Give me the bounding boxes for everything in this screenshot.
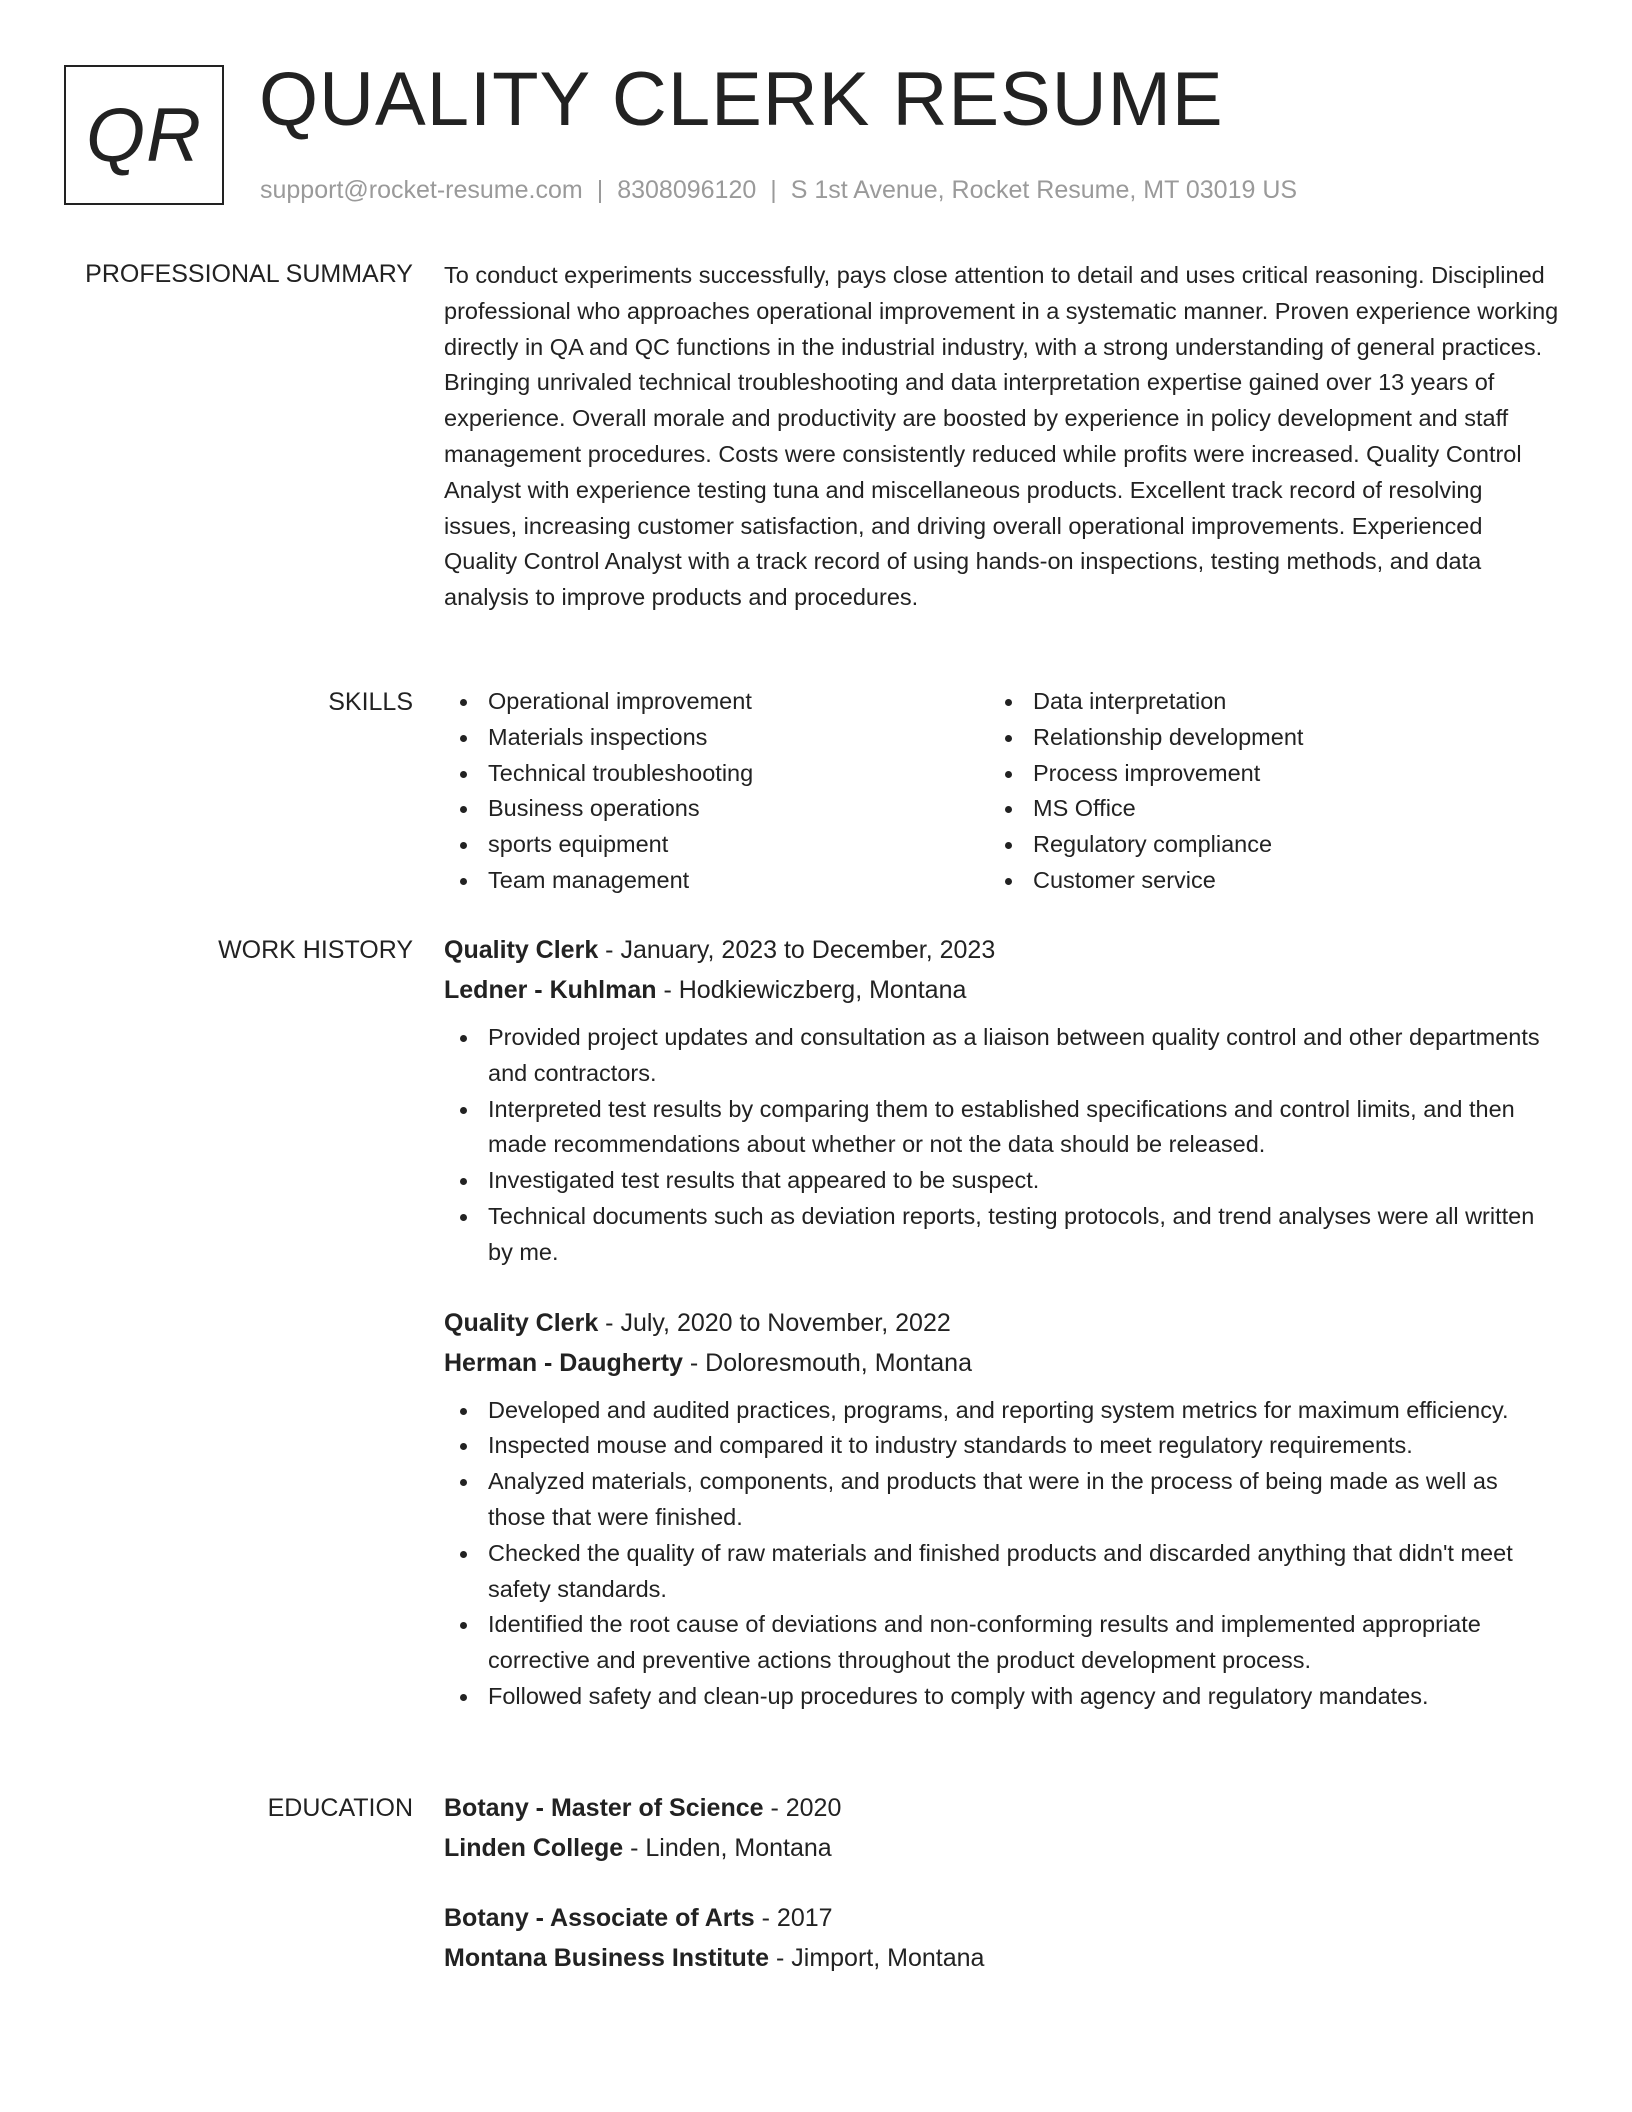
job-dates: - January, 2023 to December, 2023	[598, 936, 996, 964]
skill-item: Relationship development	[989, 720, 1534, 756]
summary-body	[444, 258, 1559, 616]
education-body	[444, 1788, 1559, 1978]
skill-item: Customer service	[989, 863, 1534, 899]
job-bullet: Followed safety and clean-up procedures to comply with agency and regulatory mandates.	[444, 1679, 1559, 1715]
page-title: QUALITY CLERK RESUME	[259, 57, 1224, 142]
education-degree: Botany - Associate of Arts	[444, 1904, 755, 1932]
section-label-summary: PROFESSIONAL SUMMARY	[85, 260, 413, 288]
monogram-logo: QR	[64, 65, 224, 205]
job-bullet: Technical documents such as deviation reports, testing protocols, and trend analyses were all written by me.	[444, 1199, 1559, 1271]
contact-line	[260, 174, 1297, 206]
contact-separator: |	[596, 176, 604, 204]
job-location: - Hodkiewiczberg, Montana	[656, 976, 967, 1004]
job-location: - Doloresmouth, Montana	[682, 1348, 972, 1377]
job-bullet: Inspected mouse and compared it to industry standards to meet regulatory requirements.	[444, 1428, 1559, 1464]
work-history-body	[444, 930, 1559, 1715]
job-company: Herman - Daugherty	[444, 1348, 683, 1377]
skill-item: Operational improvement	[444, 684, 989, 720]
skills-column-right	[989, 684, 1534, 899]
education-year: - 2017	[754, 1904, 833, 1932]
job-bullet: Identified the root cause of deviations and non-conforming results and implemented appropriate corrective and preventive actions throughout the product development process.	[444, 1607, 1559, 1679]
skill-item: Technical troubleshooting	[444, 756, 989, 792]
job-entry	[444, 1303, 1559, 1715]
job-title-line	[444, 1303, 1559, 1343]
job-bullet: Checked the quality of raw materials and finished products and discarded anything that didn't meet safety standards.	[444, 1536, 1559, 1608]
section-label-education: EDUCATION	[267, 1794, 413, 1822]
skill-item: Materials inspections	[444, 720, 989, 756]
section-label-skills: SKILLS	[328, 688, 413, 716]
skill-item: sports equipment	[444, 827, 989, 863]
skill-item: Process improvement	[989, 756, 1534, 792]
education-school-line	[444, 1828, 1559, 1868]
education-degree-line	[444, 1898, 1559, 1938]
education-location: - Linden, Montana	[623, 1834, 832, 1862]
education-location: - Jimport, Montana	[769, 1944, 985, 1972]
job-company-line	[444, 970, 1559, 1010]
skill-item: Business operations	[444, 791, 989, 827]
contact-address: S 1st Avenue, Rocket Resume, MT 03019 US	[790, 176, 1298, 204]
education-entry	[444, 1788, 1559, 1868]
job-company: Ledner - Kuhlman	[444, 976, 657, 1004]
contact-phone[interactable]: 8308096120	[617, 176, 757, 204]
job-bullet: Analyzed materials, components, and products that were in the process of being made as well as those that were finished.	[444, 1464, 1559, 1536]
job-title: Quality Clerk	[444, 1308, 599, 1337]
job-entry	[444, 930, 1559, 1271]
section-label-work-history: WORK HISTORY	[218, 936, 413, 964]
summary-text: To conduct experiments successfully, pays close attention to detail and uses critical reasoning. Disciplined professional who approaches operational improvement in a systematic manner. Proven experience working directly in QA and QC functions in the industrial industry, with a strong understanding of general practices. Bringing unrivaled technical troubleshooting and data interpretation expertise gained over 13 years of experience. Overall morale and productivity are boosted by experience in policy development and staff management procedures. Costs were consistently reduced while profits were increased. Quality Control Analyst with experience testing tuna and miscellaneous products. Excellent track record of resolving issues, increasing customer satisfaction, and driving overall operational improvements. Experienced Quality Control Analyst with a track record of using hands-on inspections, testing methods, and data analysis to improve products and procedures.	[444, 262, 1559, 611]
contact-separator: |	[770, 176, 777, 204]
job-company-line	[444, 1343, 1559, 1383]
contact-email[interactable]: support@rocket-resume.com	[260, 176, 583, 204]
education-year: - 2020	[763, 1794, 842, 1822]
education-school: Montana Business Institute	[444, 1944, 770, 1972]
skill-item: MS Office	[989, 791, 1534, 827]
skill-item: Data interpretation	[989, 684, 1534, 720]
skill-item: Regulatory compliance	[989, 827, 1534, 863]
job-bullet: Investigated test results that appeared to be suspect.	[444, 1163, 1559, 1199]
education-degree-line	[444, 1788, 1559, 1828]
job-bullet-list	[444, 1020, 1559, 1271]
job-bullet: Developed and audited practices, programs, and reporting system metrics for maximum efficiency.	[444, 1393, 1559, 1429]
job-title-line	[444, 930, 1559, 970]
education-school-line	[444, 1938, 1559, 1978]
education-school: Linden College	[444, 1834, 624, 1862]
education-entry	[444, 1898, 1559, 1978]
skills-body	[444, 684, 1559, 899]
skills-grid	[444, 684, 1559, 899]
skill-item: Team management	[444, 863, 989, 899]
job-bullet: Interpreted test results by comparing them to established specifications and control limits, and then made recommendations about whether or not the data should be released.	[444, 1092, 1559, 1164]
job-title: Quality Clerk	[444, 936, 599, 964]
education-degree: Botany - Master of Science	[444, 1794, 764, 1822]
job-bullet: Provided project updates and consultation as a liaison between quality control and other departments and contractors.	[444, 1020, 1559, 1092]
job-dates: - July, 2020 to November, 2022	[598, 1308, 951, 1337]
job-bullet-list	[444, 1393, 1559, 1715]
skills-column-left	[444, 684, 989, 899]
